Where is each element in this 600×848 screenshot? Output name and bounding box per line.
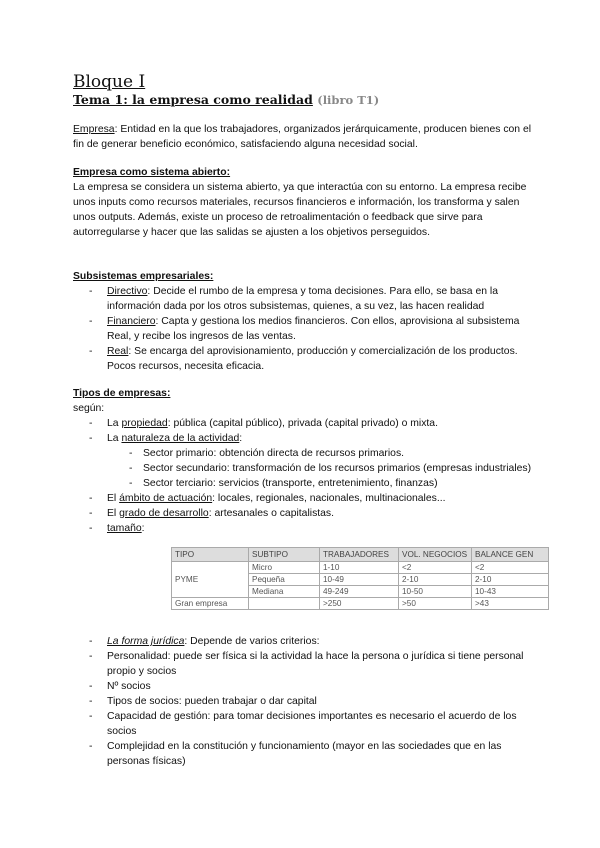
list-item <box>73 506 543 521</box>
topic-heading <box>73 92 379 107</box>
list-item-text: Tipos de socios: pueden trabajar o dar capital <box>107 696 317 707</box>
table-cell: <2 <box>472 562 549 574</box>
table-cell: 2-10 <box>399 574 472 586</box>
list-item <box>73 344 543 374</box>
sectores-list <box>73 446 543 491</box>
subsistemas-section <box>73 269 543 374</box>
table-row <box>172 562 549 574</box>
table-cell: 49-249 <box>320 586 399 598</box>
list-item-text: : locales, regionales, nacionales, multinacionales... <box>212 493 446 504</box>
page-title: Bloque I <box>73 72 146 92</box>
list-item <box>73 634 543 649</box>
table-cell: 2-10 <box>472 574 549 586</box>
table-cell-pyme: PYME <box>172 562 249 598</box>
tipos-heading: Tipos de empresas: <box>73 388 171 399</box>
list-item-term: La forma jurídica <box>107 636 185 647</box>
list-item-term: Financiero <box>107 316 156 327</box>
list-item-text: Complejidad en la constitución y funcionamiento (mayor en las sociedades que en las personas físicas) <box>107 741 502 767</box>
size-table <box>171 547 549 610</box>
table-cell: >250 <box>320 598 399 610</box>
table-header-row <box>172 548 549 562</box>
table-cell: >43 <box>472 598 549 610</box>
list-item: - Sector primario: obtención directa de recursos primarios. <box>73 446 543 461</box>
subsistemas-list <box>73 284 543 374</box>
list-item <box>73 679 543 694</box>
tipos-section <box>73 386 543 536</box>
list-item-text: Capacidad de gestión: para tomar decisiones importantes es necesario el acuerdo de los socios <box>107 711 517 737</box>
table-header-cell: TIPO <box>172 548 249 562</box>
empresa-text: : Entidad en la que los trabajadores, organizados jerárquicamente, producen bienes con el fin de generar beneficio económico, satisfaciendo alguna necesidad social. <box>73 124 532 150</box>
list-item-term: Real <box>107 346 129 357</box>
list-item-term: Directivo <box>107 286 148 297</box>
subsistemas-heading: Subsistemas empresariales: <box>73 271 214 282</box>
list-item <box>73 491 543 506</box>
tipos-list <box>73 416 543 446</box>
list-item-text: : pública (capital público), privada (capital privado) o mixta. <box>167 418 438 429</box>
list-item: - Sector terciario: servicios (transporte, entretenimiento, finanzas) <box>73 476 543 491</box>
sistema-heading: Empresa como sistema abierto: <box>73 167 231 178</box>
list-item-text: Personalidad: puede ser física si la actividad la hace la persona o jurídica si tiene personal propio y socios <box>107 651 524 677</box>
list-item <box>73 431 543 446</box>
table-cell: 10-49 <box>320 574 399 586</box>
topic-title: Tema 1: la empresa como realidad <box>73 92 313 107</box>
list-item: - Sector secundario: transformación de los recursos primarios (empresas industriales) <box>73 461 543 476</box>
empresa-definition <box>73 122 543 152</box>
table-row <box>172 598 549 610</box>
list-item-term: propiedad <box>121 418 168 429</box>
list-item <box>73 649 543 679</box>
list-item <box>73 739 543 769</box>
list-item <box>73 284 543 314</box>
forma-section <box>73 634 543 769</box>
table-cell: >50 <box>399 598 472 610</box>
sistema-section <box>73 165 543 240</box>
list-item-text: : Capta y gestiona los medios financieros. Con ellos, aprovisiona al subsistema Real, y recibe los ingresos de las ventas. <box>107 316 520 342</box>
list-item-prefix: La <box>107 433 122 444</box>
list-item-prefix: El <box>107 493 120 504</box>
tipos-segun: según: <box>73 403 105 414</box>
table-header-cell: SUBTIPO <box>249 548 320 562</box>
list-item-text: Nº socios <box>107 681 151 692</box>
list-item <box>73 521 543 536</box>
table-cell: Gran empresa <box>172 598 249 610</box>
list-item-text: : Se encarga del aprovisionamiento, producción y comercialización de los productos. Pocos recursos, necesita eficacia. <box>107 346 518 372</box>
list-item <box>73 314 543 344</box>
table-cell: Pequeña <box>249 574 320 586</box>
list-item-text: : artesanales o capitalistas. <box>208 508 335 519</box>
list-item-term: ámbito de actuación <box>119 493 213 504</box>
list-item-prefix: La <box>107 418 122 429</box>
list-item-text: : <box>141 523 145 534</box>
table-header-cell: BALANCE GEN <box>472 548 549 562</box>
list-item <box>73 694 543 709</box>
table-cell: Mediana <box>249 586 320 598</box>
topic-book-ref: (libro T1) <box>317 93 380 107</box>
table-header-cell: TRABAJADORES <box>320 548 399 562</box>
table-cell: 10-50 <box>399 586 472 598</box>
list-item-text: : Depende de varios criterios: <box>184 636 320 647</box>
sistema-text: La empresa se considera un sistema abierto, ya que interactúa con su entorno. La empresa recibe unos inputs como recursos materiales, recursos financieros e información, los transforma y salen unos outputs. Además, existe un proceso de retroalimentación o feedback que sirve para autorregularse y hacer que las salidas se ajusten a los objetivos perseguidos. <box>73 182 527 238</box>
table-cell: 10-43 <box>472 586 549 598</box>
empresa-term: Empresa <box>73 124 115 135</box>
table-cell <box>249 598 320 610</box>
table-cell: Micro <box>249 562 320 574</box>
table-header-cell: VOL. NEGOCIOS <box>399 548 472 562</box>
list-item <box>73 416 543 431</box>
list-item-prefix: El <box>107 508 120 519</box>
table-cell: <2 <box>399 562 472 574</box>
table-cell: 1-10 <box>320 562 399 574</box>
list-item-term: naturaleza de la actividad <box>121 433 240 444</box>
list-item-term: tamaño <box>107 523 142 534</box>
list-item-term: grado de desarrollo <box>119 508 209 519</box>
list-item-text: : <box>239 433 243 444</box>
tipos-list-continued <box>73 491 543 536</box>
forma-list <box>73 634 543 769</box>
list-item-text: : Decide el rumbo de la empresa y toma decisiones. Para ello, se basa en la información dada por los otros subsistemas, quienes, a su vez, las hacen realidad <box>107 286 499 312</box>
list-item <box>73 709 543 739</box>
